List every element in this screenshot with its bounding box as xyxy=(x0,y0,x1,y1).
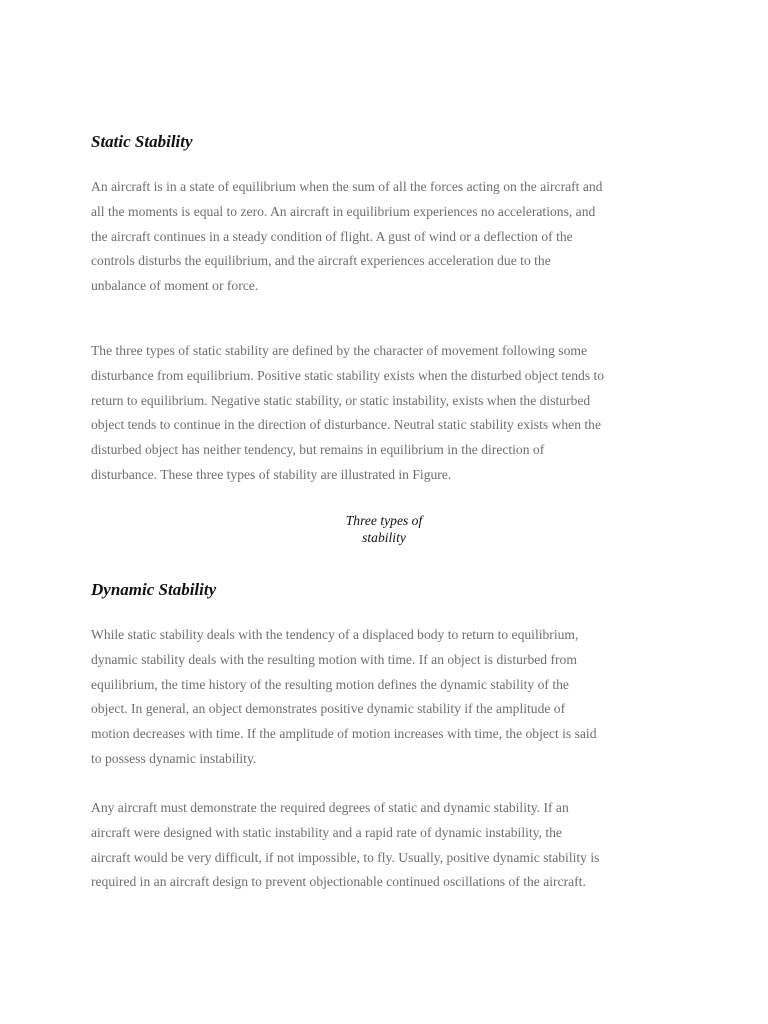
section-heading-dynamic-stability: Dynamic Stability xyxy=(91,580,217,599)
text-line: controls disturbs the equilibrium, and the aircraft experiences acceleration due to the xyxy=(91,253,551,269)
caption-line: Three types of xyxy=(345,513,423,528)
text-line: aircraft would be very difficult, if not impossible, to fly. Usually, positive dynamic stability is xyxy=(91,849,600,865)
paragraph-dynamic-definition xyxy=(91,623,691,772)
text-line: disturbance from equilibrium. Positive static stability exists when the disturbed object tends to xyxy=(91,367,605,383)
text-line: object. In general, an object demonstrates positive dynamic stability if the amplitude of xyxy=(91,701,566,717)
text-line: disturbed object has neither tendency, but remains in equilibrium in the direction of xyxy=(91,442,545,458)
paragraph-equilibrium xyxy=(91,175,691,299)
figure-caption xyxy=(284,512,484,546)
paragraph-aircraft-requirements xyxy=(91,796,691,895)
text-line: disturbance. These three types of stability are illustrated in Figure. xyxy=(91,466,452,482)
text-line: dynamic stability deals with the resulting motion with time. If an object is disturbed from xyxy=(91,651,577,667)
text-line: required in an aircraft design to prevent objectionable continued oscillations of the aircraft. xyxy=(91,874,586,890)
text-line: the aircraft continues in a steady condition of flight. A gust of wind or a deflection of the xyxy=(91,228,573,244)
text-line: return to equilibrium. Negative static stability, or static instability, exists when the disturbed xyxy=(91,392,591,408)
text-line: all the moments is equal to zero. An aircraft in equilibrium experiences no accelerations, and xyxy=(91,203,596,219)
text-line: aircraft were designed with static instability and a rapid rate of dynamic instability, the xyxy=(91,824,562,840)
text-line: equilibrium, the time history of the resulting motion defines the dynamic stability of the xyxy=(91,676,569,692)
text-line: to possess dynamic instability. xyxy=(91,750,257,766)
text-line: An aircraft is in a state of equilibrium when the sum of all the forces acting on the aircraft and xyxy=(91,179,603,194)
text-line: object tends to continue in the direction of disturbance. Neutral static stability exists when the xyxy=(91,417,602,433)
caption-line: stability xyxy=(362,530,406,545)
section-heading-static-stability: Static Stability xyxy=(91,132,193,151)
paragraph-three-types xyxy=(91,339,691,488)
text-line: Any aircraft must demonstrate the required degrees of static and dynamic stability. If an xyxy=(91,800,569,815)
text-line: While static stability deals with the tendency of a displaced body to return to equilibrium, xyxy=(91,627,579,642)
text-line: motion decreases with time. If the amplitude of motion increases with time, the object is said xyxy=(91,726,597,742)
text-line: The three types of static stability are defined by the character of movement following some xyxy=(91,343,587,358)
text-line: unbalance of moment or force. xyxy=(91,278,259,294)
